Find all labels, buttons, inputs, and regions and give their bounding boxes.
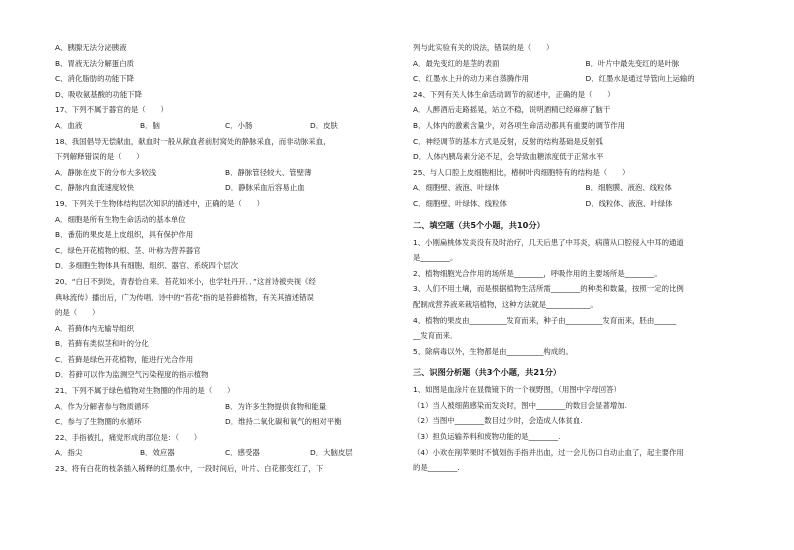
q21-options-row2 [55,414,395,430]
q25-options-row2 [413,196,758,212]
q21-option-c: C．参与了生物圈的水循环 [55,417,142,427]
left-column [55,40,395,477]
q18-options-row1 [55,165,395,181]
fill-in-line-7: __发育而来． [413,331,458,341]
fill-in-line-5: 配制成营养液来栽培植物，这种方法就是____________。 [413,299,598,309]
q18-option-c: C．静脉内血流速度较快 [55,183,135,193]
q23-options-row1 [413,56,758,72]
q18-stem-line1: 18、我国倡导无偿献血，献血时一般从献血者前肘窝处的静脉采血，而非动脉采血， [55,136,331,146]
q20-stem-line1: 20、“白日不到处，青春恰自来．苔花如米小，也学牡丹开．．”这首诗被央视《经 [55,276,316,286]
q22-option-c: C．感受器 [225,448,260,458]
q22-stem: 22、手指被扎，痛觉形成的部位是：（ ） [55,432,202,442]
q19-option-c: C．绿色开花植物的根、茎、叶称为营养器官 [55,245,201,255]
q25-option-c: C．细胞壁、叶绿体、线粒体 [413,198,507,208]
right-column [413,40,758,476]
diagram-line-1: 1、如图是血涂片在显微镜下的一个视野图，（用图中字母回答） [413,385,621,395]
q17-option-d: D．皮肤 [310,120,338,130]
q20-option-a: A．苔藓体内无输导组织 [55,323,134,333]
diagram-line-5: （4）小欢在削苹果时不慎划伤手指并出血，过一会儿伤口自动止血了，起主要作用 [413,447,684,457]
q19-option-a: A．细胞是所有生物生命活动的基本单位 [55,214,186,224]
q23-option-c: C．红墨水上升的动力来自蒸腾作用 [413,74,530,84]
q22-option-a: A．指尖 [55,448,83,458]
diagram-line-3: （2）当图中________数目过少时，会造成人体贫血. [413,416,583,426]
q17-stem: 17、下列不属于器官的是（ ） [55,105,168,115]
q20-option-c: C．苔藓是绿色开花植物，能进行光合作用 [55,354,194,364]
q24-option-c: C．神经调节的基本方式是反射，反射的结构基础是反射弧 [413,136,603,146]
q24-stem: 24、下列有关人体生命活动调节的叙述中，正确的是（ ） [413,89,615,99]
q19-stem: 19、下列关于生物体结构层次知识的描述中，正确的是（ ） [55,198,264,208]
q18-options-row2 [55,180,395,196]
q18-option-b: B．静脉管径较大、管壁薄 [225,167,312,177]
q18-option-a: A．静脉在皮下的分布大多较浅 [55,167,157,177]
diagram-line-2: （1）当人被细菌感染而发炎时，图中________的数目会显著增加. [413,400,627,410]
section-fill-in-heading: 二、填空题（共5个小题，共10分） [413,219,545,230]
q22-option-d: D．大脑皮层 [310,448,353,458]
q21-option-b: B．为许多生物提供食物和能量 [225,401,327,411]
q22-option-b: B．效应器 [140,448,175,458]
q20-option-d: D．苔藓可以作为监测空气污染程度的指示植物 [55,370,209,380]
fill-in-line-4: 3、人们不用土壤，而是根据植物生活所需________的种类和数量，按照一定的比例 [413,284,684,294]
q19-option-d: D．多细胞生物体具有细胞、组织、器官、系统四个层次 [55,261,239,271]
q17-option-a: A．血液 [55,120,83,130]
section-diagram-heading: 三、识图分析题（共3个小题，共21分） [413,367,562,378]
q18-stem-line2: 下列解释错误的是（ ） [55,152,144,162]
q20-stem-line3: 的是（ ） [55,308,100,318]
q25-option-d: D．线粒体、液泡、叶绿体 [585,198,673,208]
q19-option-b: B．番茄的果皮是上皮组织，具有保护作用 [55,230,194,240]
q21-option-d: D．维持二氧化碳和氧气的相对平衡 [225,417,342,427]
q24-option-a: A．人醉酒后走路摇晃，站立不稳，说明酒精已经麻痹了脑干 [413,105,611,115]
q16-option-d: D、吸收氨基酸的功能下降 [55,89,142,99]
q23-options-row2 [413,71,758,87]
q25-stem: 25、与人口腔上皮细胞相比，椿树叶肉细胞特有的结构是（ ） [413,167,630,177]
q17-option-c: C．小肠 [225,120,253,130]
q23-option-a: A．最先变红的是茎的表面 [413,58,500,68]
diagram-line-6: 的是________. [413,463,460,473]
fill-in-line-8: 5、除病毒以外，生物都是由__________构成的。 [413,346,573,356]
q21-stem: 21、下列不属于绿色植物对生物圈的作用的是（ ） [55,386,235,396]
q21-options-row1 [55,399,395,415]
q18-option-d: D．静脉采血后容易止血 [225,183,305,193]
fill-in-line-1: 1、小刚扁桃体发炎没有及时治疗，几天后患了中耳炎，病菌从口腔侵入中耳的通道 [413,237,684,247]
fill-in-line-3: 2、植物细胞光合作用的场所是________，呼吸作用的主要场所是________。 [413,268,662,278]
diagram-line-4: （3）担负运输养料和废物功能的是________. [413,432,561,442]
q24-option-b: B．人体内的激素含量少，对各项生命活动都具有重要的调节作用 [413,120,626,130]
q21-option-a: A．作为分解者参与物质循环 [55,401,149,411]
q25-options-row1 [413,180,758,196]
q23-stem-cont: 列与此实验有关的说法，错误的是（ ） [413,43,554,52]
q20-stem-line2: 典咏流传》播出后，广为传唱．诗中的“苔花”指的是苔藓植物，有关其描述错误 [55,292,314,302]
q20-option-b: B．苔藓有类似茎和叶的分化 [55,339,149,349]
fill-in-line-6: 4、植物的果皮由__________发育而来，种子由__________发育而来，胚由______ [413,315,677,325]
q23-stem: 23、将有白花的枝条插入稀释的红墨水中，一段时间后，叶片、白花都变红了，下 [55,464,324,474]
q23-option-d: D．红墨水是通过导管向上运输的 [585,74,695,84]
q17-option-b: B．脑 [140,120,160,130]
q16-option-b: B、胃液无法分解蛋白质 [55,58,134,68]
q17-options [55,118,395,134]
q16-option-a: A、胰腺无法分泌胰液 [55,43,127,52]
q25-option-b: B．细胞膜、液泡、线粒体 [585,183,672,193]
q24-option-d: D．人体内胰岛素分泌不足，会导致血糖浓度低于正常水平 [413,152,604,162]
q25-option-a: A．细胞壁、液泡、叶绿体 [413,183,500,193]
q16-option-c: C、消化脂肪的功能下降 [55,74,135,84]
q23-option-b: B．叶片中最先变红的是叶脉 [585,58,680,68]
fill-in-line-2: 是________。 [413,253,458,263]
q22-options [55,445,395,461]
